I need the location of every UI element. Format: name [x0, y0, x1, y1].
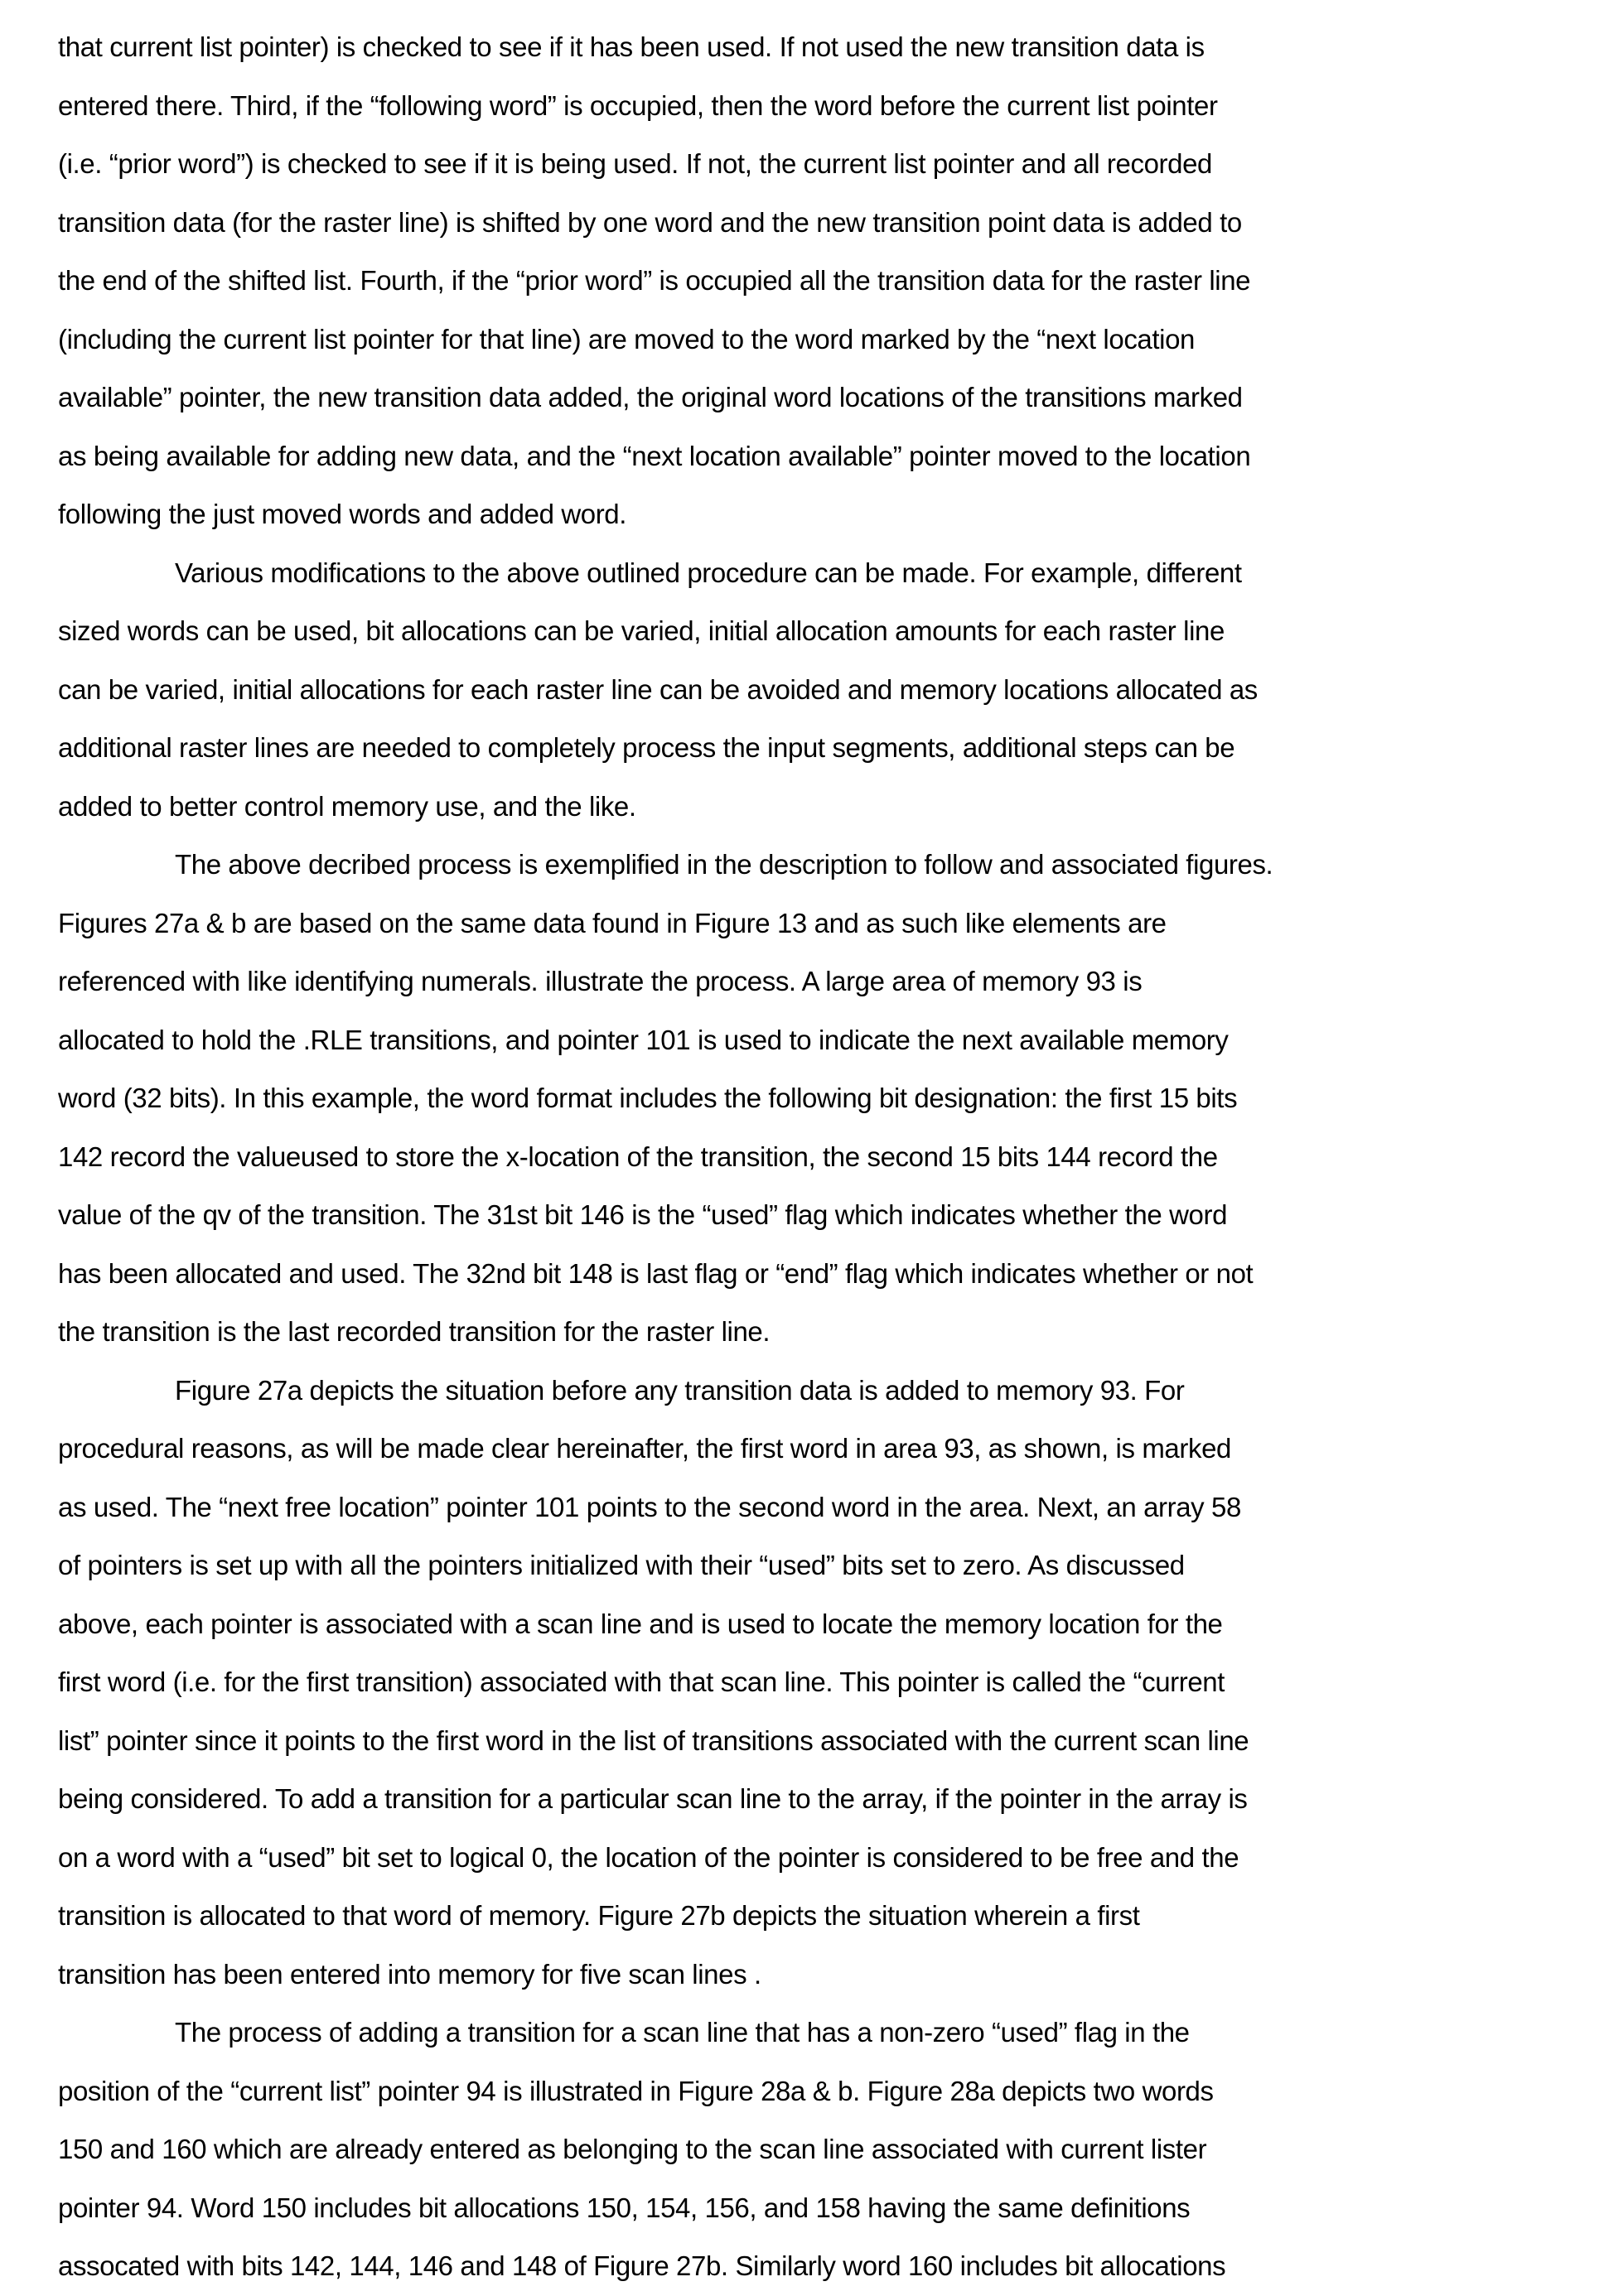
text-line: referenced with like identifying numerals. illustrate the process. A large area of memory 93 is — [58, 953, 1591, 1011]
text-line: position of the “current list” pointer 94 is illustrated in Figure 28a & b. Figure 28a depicts two words — [58, 2062, 1591, 2121]
text-line: as being available for adding new data, and the “next location available” pointer moved to the location — [58, 427, 1591, 486]
text-line: Figures 27a & b are based on the same data found in Figure 13 and as such like elements are — [58, 895, 1591, 953]
text-line: transition is allocated to that word of memory. Figure 27b depicts the situation wherein a first — [58, 1887, 1591, 1946]
text-line: 150 and 160 which are already entered as belonging to the scan line associated with current lister — [58, 2120, 1591, 2179]
text-line: being considered. To add a transition for a particular scan line to the array, if the pointer in the array is — [58, 1770, 1591, 1829]
text-line: on a word with a “used” bit set to logical 0, the location of the pointer is considered to be free and the — [58, 1829, 1591, 1888]
paragraph — [58, 2004, 1591, 2296]
text-line: (i.e. “prior word”) is checked to see if it is being used. If not, the current list pointer and all recorded — [58, 135, 1591, 194]
text-line: The process of adding a transition for a scan line that has a non-zero “used” flag in the — [58, 2004, 1591, 2062]
text-line: added to better control memory use, and the like. — [58, 778, 1591, 837]
text-line: transition has been entered into memory for five scan lines . — [58, 1946, 1591, 2004]
text-line: following the just moved words and added word. — [58, 485, 1591, 544]
text-line: Various modifications to the above outlined procedure can be made. For example, different — [58, 544, 1591, 603]
text-line: Figure 27a depicts the situation before any transition data is added to memory 93. For — [58, 1362, 1591, 1421]
text-line: can be varied, initial allocations for each raster line can be avoided and memory locations allocated as — [58, 661, 1591, 720]
document-page — [58, 18, 1591, 2296]
paragraph — [58, 1362, 1591, 2004]
text-line: the transition is the last recorded transition for the raster line. — [58, 1303, 1591, 1362]
text-line: above, each pointer is associated with a scan line and is used to locate the memory location for the — [58, 1595, 1591, 1654]
text-line: pointer 94. Word 150 includes bit allocations 150, 154, 156, and 158 having the same definitions — [58, 2179, 1591, 2238]
text-line: The above decribed process is exemplified in the description to follow and associated figures. — [58, 836, 1591, 895]
paragraph — [58, 836, 1591, 1362]
text-line: list” pointer since it points to the first word in the list of transitions associated with the current scan line — [58, 1712, 1591, 1771]
text-line: transition data (for the raster line) is shifted by one word and the new transition point data is added to — [58, 194, 1591, 253]
text-line: procedural reasons, as will be made clear hereinafter, the first word in area 93, as shown, is marked — [58, 1420, 1591, 1478]
text-line: that current list pointer) is checked to see if it has been used. If not used the new transition data is — [58, 18, 1591, 77]
text-line: additional raster lines are needed to completely process the input segments, additional steps can be — [58, 719, 1591, 778]
text-line: allocated to hold the .RLE transitions, and pointer 101 is used to indicate the next available memory — [58, 1011, 1591, 1070]
text-line: first word (i.e. for the first transition) associated with that scan line. This pointer is called the “current — [58, 1653, 1591, 1712]
text-line: word (32 bits). In this example, the word format includes the following bit designation: the first 15 bits — [58, 1069, 1591, 1128]
text-line: (including the current list pointer for that line) are moved to the word marked by the “next location — [58, 311, 1591, 369]
paragraph — [58, 18, 1591, 544]
text-line: the end of the shifted list. Fourth, if the “prior word” is occupied all the transition data for the raster line — [58, 252, 1591, 311]
text-line: sized words can be used, bit allocations can be varied, initial allocation amounts for each raster line — [58, 602, 1591, 661]
text-line: available” pointer, the new transition data added, the original word locations of the transitions marked — [58, 369, 1591, 427]
text-line: assocated with bits 142, 144, 146 and 148 of Figure 27b. Similarly word 160 includes bit allocations — [58, 2237, 1591, 2296]
text-line: entered there. Third, if the “following word” is occupied, then the word before the current list pointer — [58, 77, 1591, 136]
text-line: has been allocated and used. The 32nd bit 148 is last flag or “end” flag which indicates whether or not — [58, 1245, 1591, 1304]
text-line: of pointers is set up with all the pointers initialized with their “used” bits set to zero. As discussed — [58, 1536, 1591, 1595]
paragraph — [58, 544, 1591, 837]
text-line: as used. The “next free location” pointer 101 points to the second word in the area. Next, an array 58 — [58, 1478, 1591, 1537]
text-line: value of the qv of the transition. The 31st bit 146 is the “used” flag which indicates whether the word — [58, 1186, 1591, 1245]
text-line: 142 record the valueused to store the x-location of the transition, the second 15 bits 144 record the — [58, 1128, 1591, 1187]
